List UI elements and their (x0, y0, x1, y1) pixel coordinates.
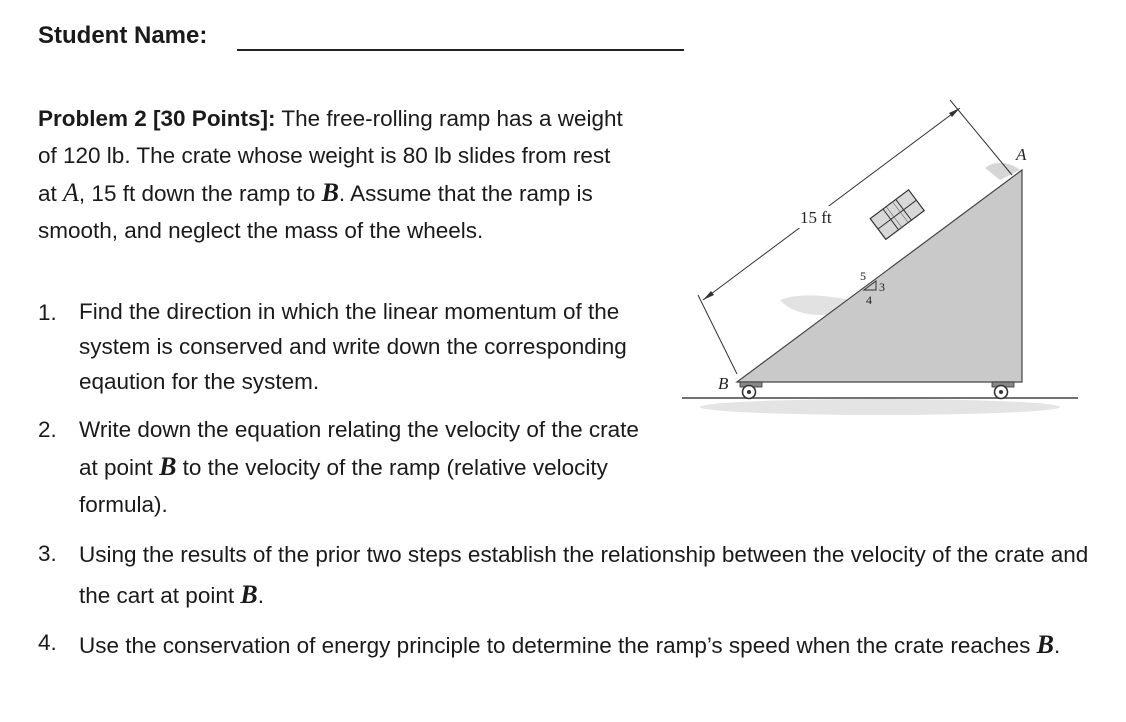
task-text-part: to the velocity of the ramp (relative velocity formula). (79, 455, 608, 517)
wheel-left (740, 382, 762, 399)
point-a-label: A (1016, 145, 1027, 164)
dimension-extension-a (950, 100, 1012, 175)
problem-text-2: , 15 ft down the ramp to (78, 181, 322, 206)
wheel-right (992, 382, 1014, 399)
slope-hyp-label: 5 (860, 269, 866, 283)
task-number: 3. (38, 541, 57, 566)
problem-point-a: A (63, 178, 79, 207)
dimension-extension-b (698, 295, 737, 374)
dimension-arrow-a (949, 108, 960, 117)
problem-text-3: . Assume that the ramp is smooth, and neglect the mass of the wheels. (38, 181, 593, 243)
task-var-b: B (159, 452, 177, 481)
ramp-diagram (675, 95, 1085, 425)
problem-point-b: B (321, 178, 339, 207)
task-number: 1. (38, 300, 57, 325)
problem-title: Problem 2 [30 Points]: (38, 106, 276, 131)
slope-run-label: 4 (866, 293, 872, 307)
dimension-arrow-b (703, 291, 714, 300)
ramp-body (737, 170, 1022, 382)
problem-statement (38, 100, 628, 249)
task-text-part: Using the results of the prior two steps establish the relationship between the velocity of the crate and the cart at point (79, 542, 1089, 608)
problem-text-1: The free-rolling ramp has a weight of 120 lb. The crate whose weight is 80 lb slides from rest at (38, 106, 623, 206)
student-name-field[interactable] (237, 49, 684, 51)
task-text (79, 624, 1099, 667)
task-text-part: Use the conservation of energy principle to determine the ramp’s speed when the crate reaches (79, 633, 1037, 658)
task-var-b: B (1036, 630, 1054, 659)
dimension-label: 15 ft (800, 208, 832, 227)
task-var-b: B (240, 580, 258, 609)
student-name-label: Student Name: (38, 22, 208, 49)
point-b-label: B (718, 374, 729, 393)
task-text-part: . (1053, 633, 1061, 658)
task-text: Find the direction in which the linear momentum of the system is conserved and write down the corresponding eqaution for the system. (79, 299, 627, 394)
crate (870, 190, 924, 240)
task-number: 4. (38, 630, 57, 655)
slope-rise-label: 3 (879, 280, 885, 294)
task-text-part: . (257, 583, 264, 608)
task-number: 2. (38, 417, 57, 442)
task-text (79, 411, 639, 523)
ground-shadow (700, 399, 1060, 415)
task-text-part: Write down the equation relating the velocity of the crate at point (79, 417, 639, 480)
task-text (79, 535, 1099, 616)
